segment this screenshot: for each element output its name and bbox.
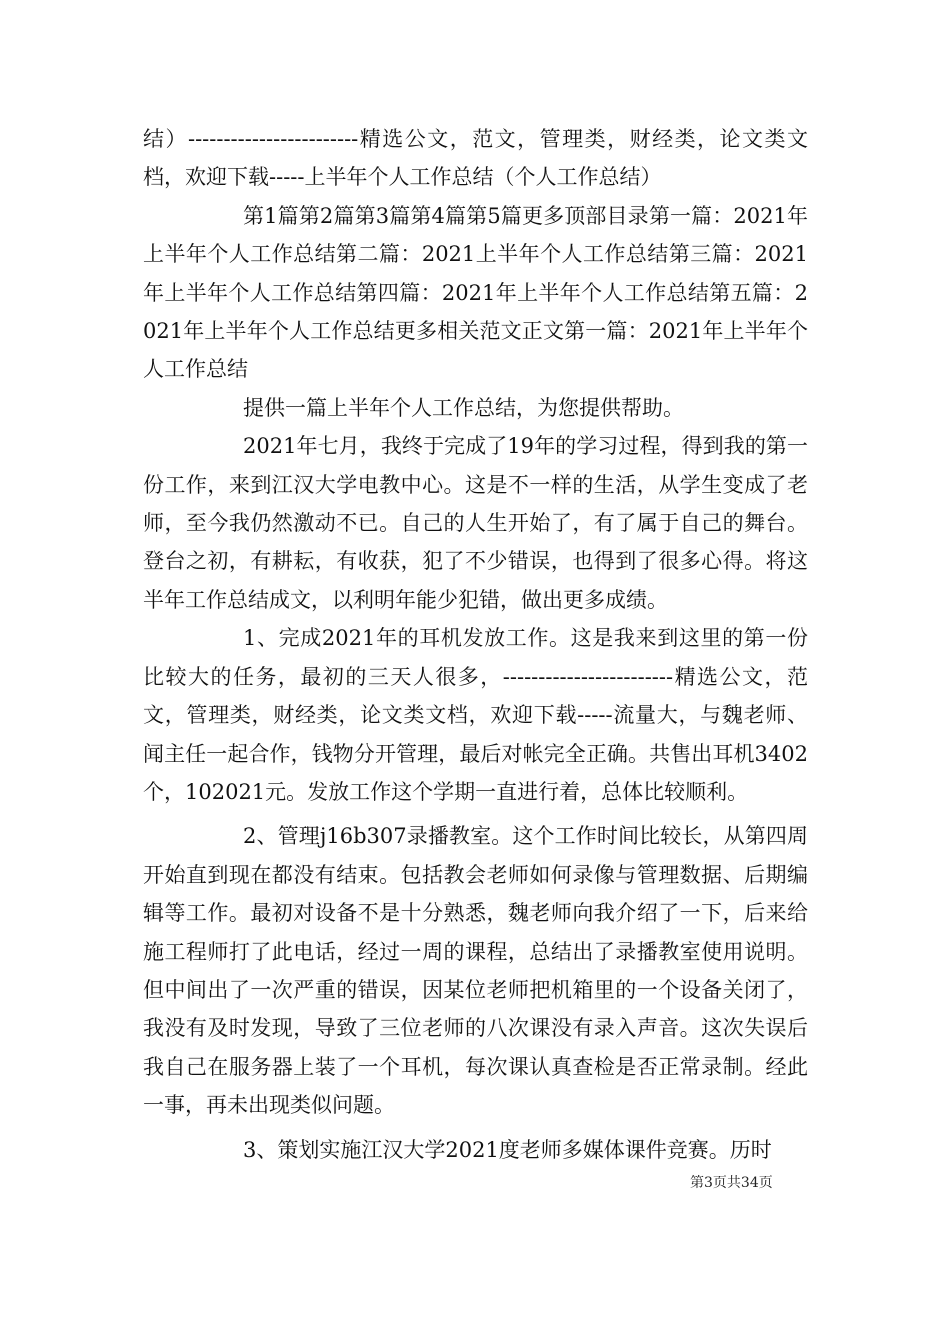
paragraph-item-2-recording-room: 2、管理j16b307录播教室。这个工作时间比较长，从第四周开始直到现在都没有结束。包括教会老师如何录像与管理数据、后期编辑等工作。最初对设备不是十分熟悉，魏老师向我介绍了一下，后来给施工程师打了此电话，经过一周的课程，总结出了录播教室使用说明。但中间出了一次严重的错误，因某位老师把机箱里的一个设备关闭了，我没有及时发现，导致了三位老师的八次课没有录入声音。这次失误后我自己在服务器上装了一个耳机，每次课认真查检是否正常录制。经此一事，再未出现类似问题。	[143, 824, 808, 1118]
paragraph-item-3-courseware-contest: 3、策划实施江汉大学2021度老师多媒体课件竞赛。历时	[243, 1137, 772, 1162]
paragraph-table-of-contents: 第1篇第2篇第3篇第4篇第5篇更多顶部目录第一篇：2021年上半年个人工作总结第二篇：2021上半年个人工作总结第三篇：2021年上半年个人工作总结第四篇：2021年上半年个人工作总结第五篇：2021年上半年个人工作总结更多相关范文正文第一篇：2021年上半年个人工作总结	[143, 203, 808, 382]
paragraph-item-1-headphones: 1、完成2021年的耳机发放工作。这是我来到这里的第一份比较大的任务，最初的三天人很多，------------------------精选公文，范文，管理类，财经类，论文类文档，欢迎下载-----流量大，与魏老师、闻主任一起合作，钱物分开管理，最后对帐完全正确。共售出耳机3402个，102021元。发放工作这个学期一直进行着，总体比较顺利。	[143, 626, 808, 804]
paragraph-july-2021: 2021年七月，我终于完成了19年的学习过程，得到我的第一份工作，来到江汉大学电教中心。这是不一样的生活，从学生变成了老师，至今我仍然激动不已。自己的人生开始了，有了属于自己的舞台。登台之初，有耕耘，有收获，犯了不少错误，也得到了很多心得。将这半年工作总结成文，以利明年能少犯错，做出更多成绩。	[143, 434, 808, 612]
page-number-footer: 第3页共34页	[690, 1175, 773, 1191]
paragraph-intro: 提供一篇上半年个人工作总结，为您提供帮助。	[243, 395, 684, 420]
document-body	[143, 120, 808, 1169]
paragraph-header-continuation: 结）------------------------精选公文，范文，管理类，财经类，论文类文档，欢迎下载-----上半年个人工作总结（个人工作总结）	[143, 127, 808, 190]
